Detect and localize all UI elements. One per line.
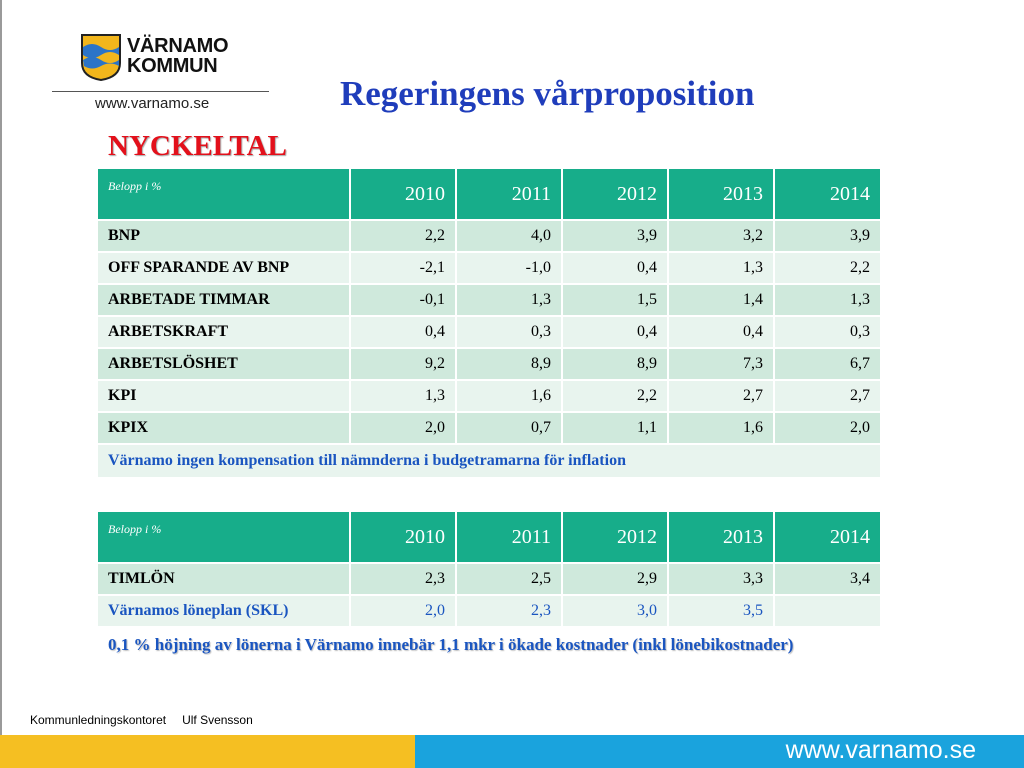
cost-footnote: 0,1 % höjning av lönerna i Värnamo innebär 1,1 mkr i ökade kostnader (inkl lönebikostnader) <box>108 635 794 654</box>
value-cell: 2,0 <box>350 595 456 627</box>
value-cell: -0,1 <box>350 284 456 316</box>
value-cell: 1,3 <box>456 284 562 316</box>
wage-table <box>96 510 882 628</box>
year-header: 2014 <box>774 168 881 220</box>
row-label: ARBETADE TIMMAR <box>97 284 350 316</box>
row-label: ARBETSLÖSHET <box>97 348 350 380</box>
year-header: 2013 <box>668 168 774 220</box>
table-row <box>97 380 881 412</box>
row-label: TIMLÖN <box>97 563 350 595</box>
inflation-note: Värnamo ingen kompensation till nämnderna i budgetramarna för inflation <box>97 444 881 478</box>
value-cell: 1,4 <box>668 284 774 316</box>
value-cell: 3,0 <box>562 595 668 627</box>
footer-url: www.varnamo.se <box>785 736 976 764</box>
value-cell: 0,4 <box>350 316 456 348</box>
value-cell: -1,0 <box>456 252 562 284</box>
footer-bar-yellow <box>0 735 415 768</box>
row-label: Värnamos löneplan (SKL) <box>97 595 350 627</box>
year-header: 2011 <box>456 168 562 220</box>
varnamo-kommun-logo <box>80 33 240 83</box>
page-subtitle: NYCKELTAL <box>108 130 287 162</box>
value-cell: 2,9 <box>562 563 668 595</box>
page-title: Regeringens vårproposition <box>340 74 755 113</box>
footer-credits <box>30 713 253 727</box>
value-cell: 8,9 <box>456 348 562 380</box>
table-row <box>97 252 881 284</box>
value-cell: 0,3 <box>456 316 562 348</box>
year-header: 2012 <box>562 511 668 563</box>
value-cell: 2,7 <box>774 380 881 412</box>
value-cell: 1,3 <box>350 380 456 412</box>
footer-department: Kommunledningskontoret <box>30 713 167 727</box>
value-cell: 1,6 <box>456 380 562 412</box>
value-cell: 6,7 <box>774 348 881 380</box>
value-cell: 0,4 <box>562 316 668 348</box>
year-header: 2014 <box>774 511 881 563</box>
value-cell: 4,0 <box>456 220 562 252</box>
value-cell: 1,6 <box>668 412 774 444</box>
value-cell: 8,9 <box>562 348 668 380</box>
value-cell: 3,3 <box>668 563 774 595</box>
value-cell: 3,5 <box>668 595 774 627</box>
year-header: 2010 <box>350 168 456 220</box>
value-cell: 2,7 <box>668 380 774 412</box>
logo-divider <box>52 91 269 92</box>
value-cell: 1,3 <box>668 252 774 284</box>
table-row <box>97 348 881 380</box>
value-cell: 9,2 <box>350 348 456 380</box>
footer-author: Ulf Svensson <box>182 713 253 727</box>
table-row <box>97 412 881 444</box>
logo-url: www.varnamo.se <box>95 95 210 112</box>
note-row <box>97 444 881 478</box>
value-cell: 1,5 <box>562 284 668 316</box>
value-cell: 0,4 <box>668 316 774 348</box>
year-header: 2011 <box>456 511 562 563</box>
value-cell: 0,4 <box>562 252 668 284</box>
row-label: BNP <box>97 220 350 252</box>
year-header: 2012 <box>562 168 668 220</box>
value-cell: 2,5 <box>456 563 562 595</box>
row-label: OFF SPARANDE AV BNP <box>97 252 350 284</box>
row-label: KPI <box>97 380 350 412</box>
value-cell: 3,4 <box>774 563 881 595</box>
value-cell <box>774 595 881 627</box>
table-header-row <box>97 168 881 220</box>
value-cell: 2,0 <box>774 412 881 444</box>
table-row <box>97 284 881 316</box>
value-cell: 2,3 <box>456 595 562 627</box>
value-cell: 0,7 <box>456 412 562 444</box>
table-row <box>97 595 881 627</box>
row-label: ARBETSKRAFT <box>97 316 350 348</box>
table-row <box>97 316 881 348</box>
logo-line2: KOMMUN <box>127 55 218 77</box>
row-label: KPIX <box>97 412 350 444</box>
value-cell: -2,1 <box>350 252 456 284</box>
value-cell: 1,3 <box>774 284 881 316</box>
table-header-row <box>97 511 881 563</box>
year-header: 2010 <box>350 511 456 563</box>
left-border <box>0 0 2 735</box>
value-cell: 3,2 <box>668 220 774 252</box>
value-cell: 7,3 <box>668 348 774 380</box>
table-row <box>97 220 881 252</box>
value-cell: 2,2 <box>774 252 881 284</box>
logo-line1: VÄRNAMO <box>127 35 229 57</box>
key-figures-table <box>96 167 882 479</box>
value-cell: 2,3 <box>350 563 456 595</box>
value-cell: 2,2 <box>562 380 668 412</box>
table-row <box>97 563 881 595</box>
value-cell: 3,9 <box>562 220 668 252</box>
value-cell: 3,9 <box>774 220 881 252</box>
coat-of-arms-icon <box>80 33 122 81</box>
value-cell: 1,1 <box>562 412 668 444</box>
value-cell: 2,0 <box>350 412 456 444</box>
header-label: Belopp i % <box>97 168 350 220</box>
value-cell: 2,2 <box>350 220 456 252</box>
year-header: 2013 <box>668 511 774 563</box>
header-label: Belopp i % <box>97 511 350 563</box>
value-cell: 0,3 <box>774 316 881 348</box>
